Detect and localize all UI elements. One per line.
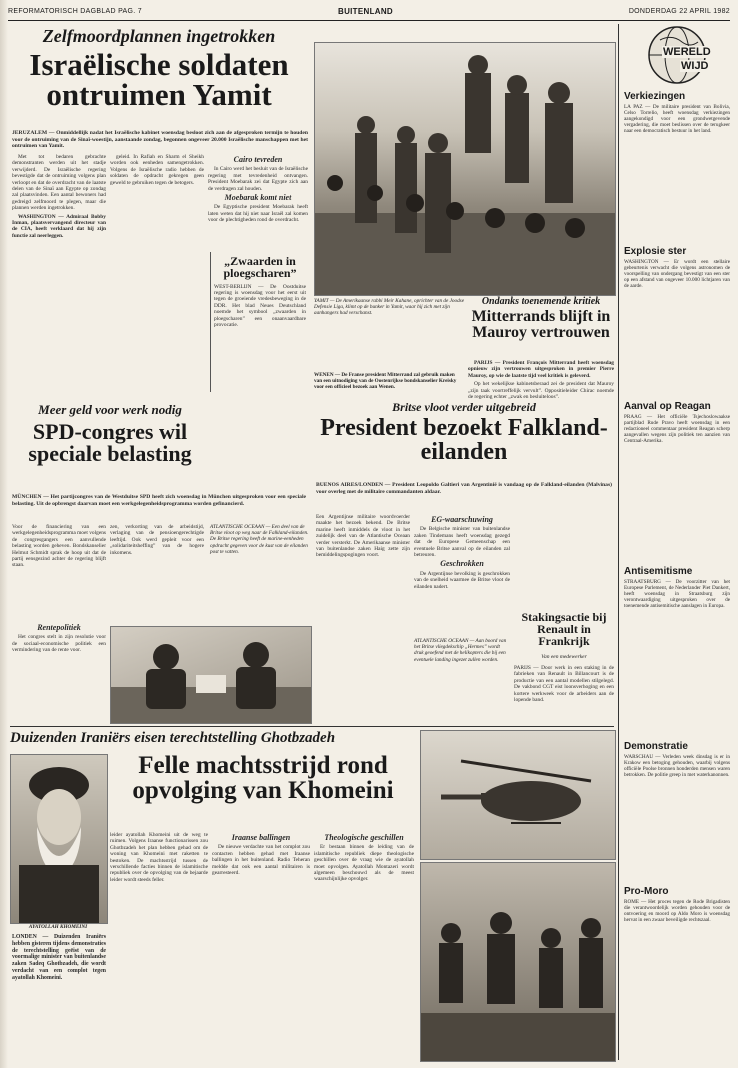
yamit-headline-block (10, 24, 308, 128)
soldiers-illustration (421, 863, 615, 1061)
sidebar-item-text: PRAAG — Het officiële Tsjechoslowaakse partijblad Rude Pravo heeft woensdag in een redactioneel commentaar president Reagan scherp aangevallen wegens zijn politiek ten aanzien van Centraal-Amerika. (624, 414, 730, 445)
yamit-col-1 (12, 154, 106, 392)
sidebar-item-title: Antisemitisme (624, 566, 693, 577)
sidebar-item-text: ROME — Het proces tegen de Rode Brigadisten die verantwoordelijk worden gehouden voor de ontvoering en moord op Aldo Moro is woensdag hervat in een zwaar beveiligde rechtszaal. (624, 899, 730, 924)
yamit-body-2: WASHINGTON — Admiraal Bobby Inman, plaatsvervangend directeur van de CIA, heeft verklaard dat hij zijn functie zal neerleggen. (12, 213, 106, 239)
sidebar-item-text: WARSCHAU — Verleden week dinsdag is er in Krakow een betoging gehouden, waarbij volgens officiële Poolse bronnen honderden mensen waren betrokken. De politie greep in met waterkanonnen. (624, 754, 730, 779)
ghotbzadeh-sub-2: Theologische geschillen (324, 833, 404, 842)
yamit-col-2 (110, 154, 204, 392)
ghotbzadeh-col-1: leider ayatollah Khomeini uit de weg te ruimen. Volgens Iraanse functionarissen zou Ghotbzadeh het plan hebben gehad om de woning van Khomeini met raketten te bestoken. De machtsstrijd tussen de verschillende facties binnen de islamitische republiek over de opvolging van de bejaarde leider wordt steeds feller. (110, 832, 208, 883)
ghotbzadeh-col-2 (212, 832, 310, 1060)
falkland-col-2 (414, 514, 510, 634)
photo-helicopter (420, 730, 616, 860)
yamit-sub-2: Moebarak komt niet (224, 193, 292, 203)
sidebar-item-title: Explosie ster (624, 246, 687, 257)
khomeini-portrait-illustration (11, 755, 107, 923)
photo-spd (110, 626, 312, 724)
spd-headline-block (10, 402, 210, 492)
header-section: BUITENLAND (338, 7, 393, 16)
ploeg-article (210, 252, 309, 392)
renault-headline: Stakingsactie bij Renault in Frankrijk (521, 610, 607, 648)
ghotbzadeh-col-3 (314, 832, 414, 1060)
wenen-item: WENEN — De Franse president Mitterrand zal gebruik maken van een uitnodiging van de Oostenrijkse bondskanselier Kreisky voor een officieel bezoek aan Wenen. (314, 372, 457, 391)
falkland-sub-2: Geschrokken (440, 559, 484, 569)
header-date: DONDERDAG 22 APRIL 1982 (628, 8, 730, 15)
ghotbzadeh-body-2: De nieuwe verdachte van het complot zou contacten hebben gehad met Iraanse ballingen in het buitenland. Radio Teheran meldde dat ook een aantal militairen is gearresteerd. (212, 844, 310, 877)
sidebar-item-title: Demonstratie (624, 741, 688, 752)
page-fold-shadow (0, 0, 8, 1068)
sidebar-item (624, 246, 730, 396)
mitterrand-headline: Mitterrands blijft in Mauroy vertrouwen (471, 308, 611, 341)
falkland-body-3: De Argentijnse bevolking is geschrokken van de snelheid waarmee de Britse vloot de eilanden nadert. (414, 570, 510, 590)
falkland-kicker: Britse vloot verder uitgebreid (392, 400, 536, 414)
ghotbzadeh-headline: Felle machtsstrijd rond opvolging van Khomeini (132, 752, 394, 804)
yamit-kicker: Zelfmoordplannen ingetrokken (42, 26, 276, 46)
photo-yamit-illustration (315, 43, 615, 295)
wereld-wijd-title-b: WIJD (681, 60, 709, 72)
ghotbzadeh-body-3: Er bestaan binnen de leiding van de islamitische republiek diepe theologische geschillen over de vraag wie de ayatollah moet opvolgen. Ayatollah Montazeri wordt algemeen beschouwd als de meest waarschijnlijke opvolger. (314, 844, 414, 883)
sidebar-item (624, 566, 730, 736)
sidebar-item-text: WASHINGTON — Er wordt een stellaire gebeurtenis verwacht die volgens astronomen de voorspelling van ondergang bevestigt van een ster op een afstand van ongeveer 10.000 lichtjaren van de aarde. (624, 259, 730, 290)
photo-atlantic-fleet-caption: ATLANTISCHE OCEAAN — Een deel van de Britse vloot op weg naar de Falkland-eilanden. De Britse regering heeft de marine-eenheden opdracht gegeven voor de kust van de eilanden post te vatten. (210, 524, 309, 555)
wereld-wijd-title-a: WERELD (663, 46, 711, 58)
ploeg-headline: „Zwaarden in ploegscharen” (223, 254, 297, 280)
mitterrand-lead: PARIJS — President François Mitterrand heeft woensdag opnieuw zijn vertrouwen uitgesproken in premier Pierre Mauroy, op wie de laatste tijd veel kritiek is geleverd. (468, 360, 614, 379)
spd-headline: SPD-congres wil speciale belasting (28, 419, 192, 466)
spd-body-3: Het congres stelt in zijn resolutie voor de sociaal-economische politiek een vermindering van de rente voor. (12, 634, 106, 654)
yamit-body-4: In Cairo werd het besluit van de Israëlische regering met tevredenheid ontvangen. President Moebarak zei dat Egypte zich aan de verdragen zal houden. (208, 166, 308, 192)
spd-col-3 (12, 622, 106, 722)
sidebar-item (624, 401, 730, 561)
sidebar-rule (618, 24, 619, 1060)
photo-yamit-caption: YAMIT — De Amerikaanse rabbi Meir Kahane, oprichter van de Joodse Defensie Liga, klimt op de bunker in Yamit, waar hij zich met zijn aanhangers had verschanst. (314, 298, 465, 317)
sidebar-item-title: Aanval op Reagan (624, 401, 711, 412)
sidebar-item-title: Verkiezingen (624, 91, 686, 102)
mitterrand-text: Op het wekelijkse kabinetsberaad zei de president dat Mauroy „zijn taak voortreffelijk vervult”. Oppositieleider Chirac noemde de regering echter „zwak en besluiteloos”. (468, 381, 614, 401)
photo-soldiers (420, 862, 616, 1062)
spd-col-1: Voor de financiering van een werkgelegenheidsprogramma moet volgens de congresgangers een aanvullende belasting worden geheven. Bondskanselier Helmut Schmidt sprak de hoop uit dat de partij eensgezind achter de regering blijft staan. (12, 524, 107, 569)
helicopter-illustration (421, 731, 615, 859)
ghotbzadeh-kicker: Duizenden Iraniërs eisen terechtstelling Ghotbzadeh (10, 730, 336, 746)
sidebar-item (624, 886, 730, 1046)
sidebar-wereld-wijd (624, 24, 730, 1060)
mitterrand-body (468, 360, 614, 401)
renault-headline-block (514, 612, 614, 652)
sidebar-item (624, 741, 730, 881)
yamit-sub-1: Cairo tevreden (233, 155, 283, 164)
spd-kicker: Meer geld voor werk nodig (38, 402, 182, 417)
sidebar-item-text: STRAATSBURG — De voorzitter van het Europese Parlement, de Nederlander Piet Dankert, heeft woensdag in Straatsburg zijn verontwaardiging uitgesproken over de toenemende antisemitische aanslagen in Europa. (624, 579, 730, 610)
ploeg-body: WEST-BERLIJN — De Oostduitse regering is woensdag voor het eerst uit tegen de groeiende vredesbeweging in de DDR. Het blad Neues Deutschland noemde het symbool „zwaarden in ploegscharen” een onaanvaardbare provocatie. (214, 283, 306, 328)
falkland-headline: President bezoekt Falkland-eilanden (320, 415, 608, 465)
renault-body: PARIJS — Door werk in een staking in de fabrieken van Renault in Billancourt is de productie van een aantal modellen stilgelegd. De vakbond CGT eist loonsverhoging en een kortere werkweek voor de arbeiders aan de lopende band. (514, 665, 614, 704)
section-rule (10, 726, 614, 727)
sidebar-item-text: LA PAZ — De militaire president van Bolivia, Celso Torrelio, heeft woensdag verkiezingen aangekondigd voor een grondwetgevende vergadering, die moet beslissen over de terugkeer naar een democratisch bestuur in het land. (624, 104, 730, 135)
mitterrand-kicker: Ondanks toenemende kritiek (481, 296, 601, 307)
photo-khomeini (10, 754, 108, 924)
falkland-sub-1: EG-waarschuwing (431, 515, 493, 524)
photo-spd-illustration (111, 627, 311, 723)
falkland-headline-block (314, 400, 614, 480)
falkland-lead: BUENOS AIRES/LONDEN — President Leopoldo Galtieri van Argentinië is vandaag op de Falkland-eilanden (Malvinas) voor overleg met de militaire commandanten aldaar. (316, 482, 612, 495)
ghotbzadeh-sub-1: Iraanse ballingen (231, 833, 291, 842)
wereld-wijd-logo (624, 24, 730, 86)
photo-hermes-caption: ATLANTISCHE OCEAAN — Aan boord van het Britse vliegdekschip „Hermes” wordt druk geoefend met de helikopters die bij een eventuele landing ingezet zullen worden. (414, 638, 507, 663)
sidebar-item-title: Pro-Moro (624, 886, 669, 897)
header-paper-name: REFORMATORISCH DAGBLAD PAG. 7 (8, 8, 142, 15)
spd-col-2: zen, verkorting van de arbeidstijd, verlaging van de pensioengerechtigde leeftijd. Ook werd gepleit voor een „solidariteitsheffing” van de hogere inkomens. (110, 524, 204, 556)
falkland-col-1: Een Argentijnse militaire woordvoerder maakte het bezoek bekend. De Britse marine heeft inmiddels de vloot in het zuidelijk deel van de Atlantische Oceaan verder versterkt. De Amerikaanse minister van buitenlandse zaken Haig zette zijn bemiddelingspogingen voort. (316, 514, 410, 559)
yamit-lead: JERUZALEM — Onmiddellijk nadat het Israëlische kabinet woensdag besloot zich aan de afgesproken termijn te houden voor de ontruiming van de Sinaï-woestijn, aanstaande zondag, begonnen ongeveer 20.000 Israëlische manschappen met het ontruimen van Yamit. (12, 130, 308, 149)
yamit-body-3: geleid. In Rafiah en Sharm el Sheikh worden ook eenheden samengetrokken. Volgens de Israëlische radio hebben de soldaten de opdracht gekregen geen geweld te gebruiken tegen de betogers. (110, 154, 204, 186)
spd-lead: MÜNCHEN — Het partijcongres van de Westduitse SPD heeft zich woensdag in München uitgesproken voor een speciale belasting. Uit de opbrengst daarvan moet een werkgelegenheidsprogramma worden gefinancierd. (12, 494, 306, 507)
yamit-headline: Israëlische soldaten ontruimen Yamit (29, 47, 289, 113)
ghotbzadeh-lead: LONDEN — Duizenden Iraniërs hebben gisteren tijdens demonstraties de terechtstelling geëist van de voormalige minister van buitenlandse zaken Sadeq Ghotbzadeh, die wordt verdacht van een complot tegen ayatollah Khomeini. (12, 934, 106, 981)
sidebar-item (624, 91, 730, 241)
yamit-body-5: De Egyptische president Moebarak heeft laten weten dat hij niet naar Israël zal komen voor de plechtigheden rond de overdracht. (208, 204, 308, 224)
page-header (8, 4, 730, 21)
falkland-body-2: De Belgische minister van buitenlandse zaken Tindemans heeft woensdag gezegd dat de Europese Gemeenschap een eventuele Britse aanval op de eilanden zal betreuren. (414, 526, 510, 559)
yamit-body-1: Met tot bedaren gebrachte demonstranten werden uit het stadje verwijderd. De Israëlische regering bevestigde dat de ontruiming volgens plan verloopt en dat de overdracht van de laatste delen van de Sinaï aan Egypte op zondag zal plaatsvinden. Een aantal bewoners had gedreigd zelfmoord te plegen, maar die plannen werden ingetrokken. (12, 154, 106, 212)
spd-sub: Rentepolitiek (37, 623, 81, 632)
khomeini-caption: AYATOLLAH KHOMEINI (28, 924, 88, 930)
photo-yamit (314, 42, 616, 296)
renault-byline: Van een medewerker (541, 654, 587, 660)
